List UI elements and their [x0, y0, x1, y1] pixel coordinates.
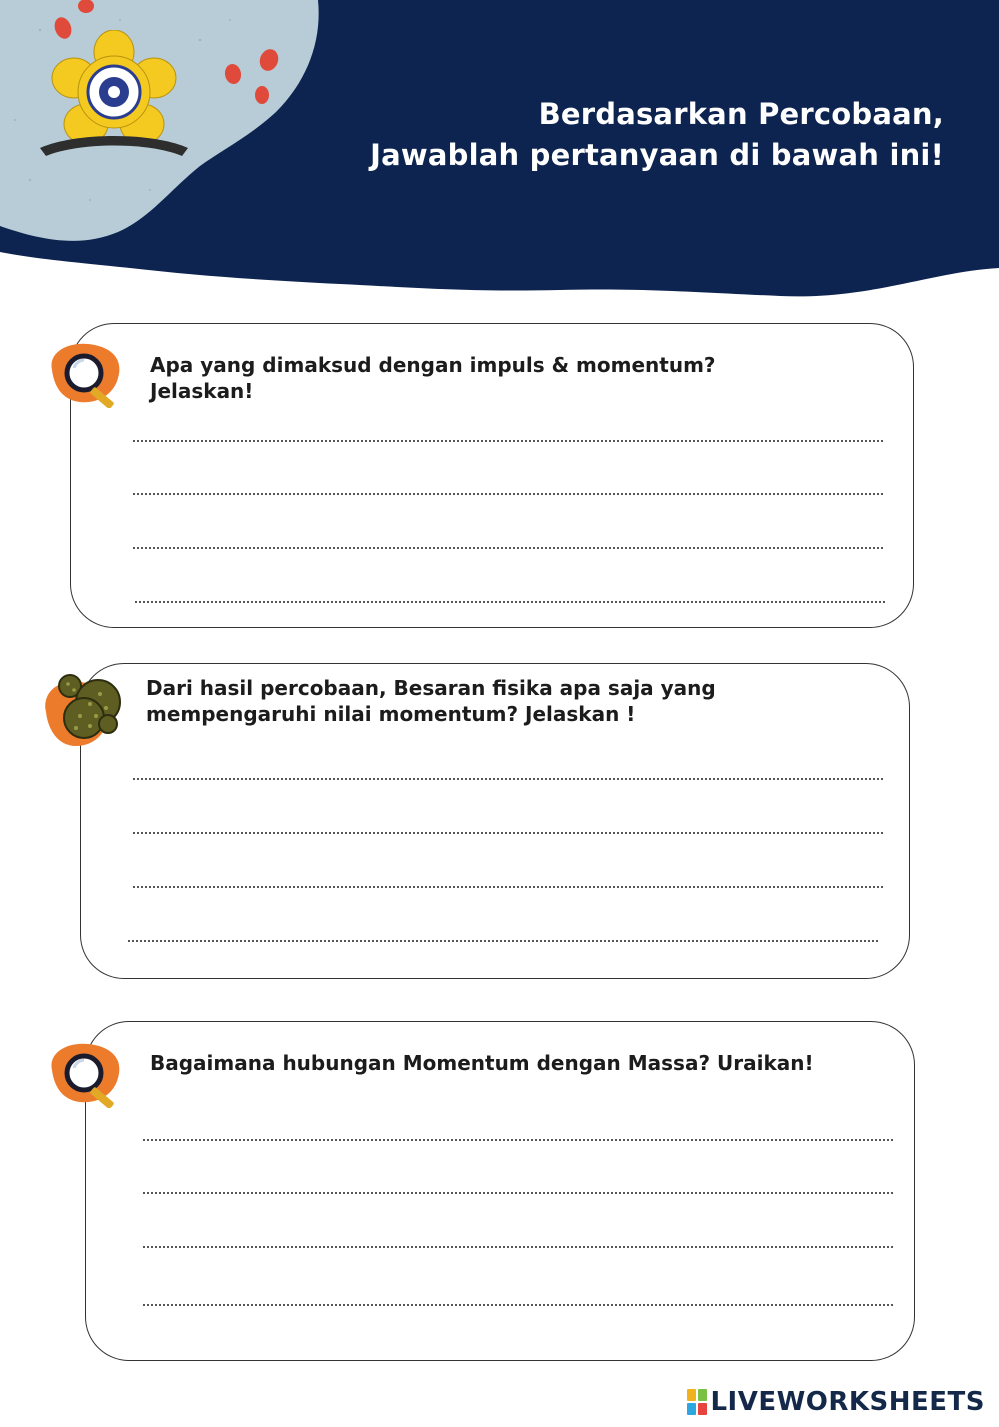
answer-line[interactable] — [133, 493, 883, 495]
answer-line[interactable] — [143, 1304, 893, 1306]
brand-logo-icon — [687, 1389, 707, 1415]
liveworksheets-brand[interactable] — [687, 1387, 985, 1417]
magnifier-icon — [44, 1040, 136, 1108]
heading-line-2: Jawablah pertanyaan di bawah ini! — [370, 138, 944, 172]
question-2-text: Dari hasil percobaan, Besaran fisika apa saja yang mempengaruhi nilai momentum? Jelaskan ! — [146, 676, 716, 726]
brand-text: LIVEWORKSHEETS — [710, 1387, 985, 1417]
answer-line[interactable] — [143, 1139, 893, 1141]
answer-line[interactable] — [133, 778, 883, 780]
page-heading — [370, 94, 944, 176]
answer-line[interactable] — [133, 547, 883, 549]
answer-line[interactable] — [135, 601, 885, 603]
university-logo — [36, 30, 192, 168]
magnifier-icon — [44, 340, 136, 408]
answer-line[interactable] — [143, 1246, 893, 1248]
question-3-text: Bagaimana hubungan Momentum dengan Massa? Uraikan! — [150, 1051, 814, 1075]
bacteria-icon — [40, 668, 128, 750]
answer-line[interactable] — [133, 832, 883, 834]
answer-line[interactable] — [133, 886, 883, 888]
heading-line-1: Berdasarkan Percobaan, — [538, 97, 944, 131]
question-1-text: Apa yang dimaksud dengan impuls & momentum? Jelaskan! — [150, 353, 716, 403]
answer-line[interactable] — [128, 940, 878, 942]
answer-line[interactable] — [133, 440, 883, 442]
answer-line[interactable] — [143, 1192, 893, 1194]
